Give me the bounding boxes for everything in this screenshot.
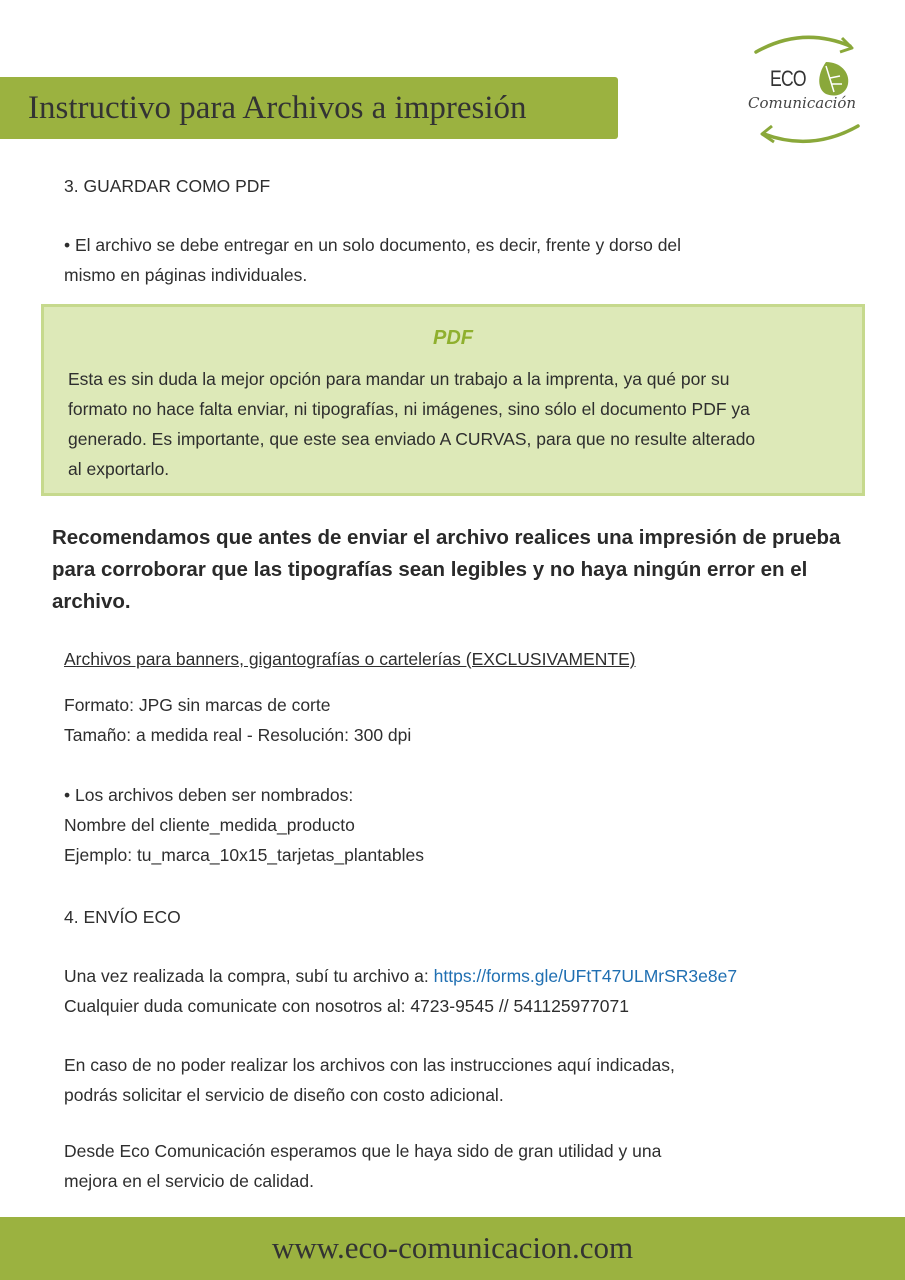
naming-bullet: • Los archivos deben ser nombrados: [64, 785, 354, 805]
page-title: Instructivo para Archivos a impresión [28, 90, 527, 126]
naming-example: Ejemplo: tu_marca_10x15_tarjetas_plantables [64, 845, 424, 865]
recycle-arrows-icon [742, 30, 872, 152]
pdf-box-title: PDF [433, 327, 473, 349]
footer-website[interactable]: www.eco-comunicacion.com [271, 1230, 634, 1265]
pdf-box-body [68, 364, 755, 484]
closing-line-1: Desde Eco Comunicación esperamos que le haya sido de gran utilidad y una [64, 1141, 662, 1161]
pdf-info-box [41, 304, 865, 496]
section-3-bullet-line-2: mismo en páginas individuales. [64, 265, 308, 285]
logo-eco-text: ECO [770, 66, 806, 91]
design-service-line-1: En caso de no poder realizar los archivos con las instrucciones aquí indicadas, [64, 1055, 675, 1075]
recommendation-note [52, 522, 840, 618]
naming-pattern: Nombre del cliente_medida_producto [64, 815, 355, 835]
upload-text: Una vez realizada la compra, subí tu archivo a: [64, 966, 434, 986]
leaf-icon [819, 62, 848, 96]
contact-extra-number: // 541125977071 [494, 996, 629, 1016]
contact-text: Cualquier duda comunicate con nosotros al: 4723-9545 [64, 996, 495, 1016]
upload-line [64, 961, 737, 991]
pdf-box-line: formato no hace falta enviar, ni tipografías, ni imágenes, sino sólo el documento PDF ya [68, 399, 750, 419]
banners-size: Tamaño: a medida real - Resolución: 300 dpi [64, 725, 412, 745]
banners-format: Formato: JPG sin marcas de corte [64, 695, 331, 715]
recommendation-line: Recomendamos que antes de enviar el archivo realices una impresión de prueba [52, 526, 841, 549]
section-4-heading: 4. ENVÍO ECO [64, 907, 181, 927]
design-service-line-2: podrás solicitar el servicio de diseño con costo adicional. [64, 1085, 504, 1105]
logo-comunicacion-text: Comunicación [748, 94, 857, 112]
banners-heading: Archivos para banners, gigantografías o cartelerías (EXCLUSIVAMENTE) [64, 649, 636, 669]
eco-comunicacion-logo [742, 30, 872, 152]
pdf-box-line: al exportarlo. [68, 459, 170, 479]
section-3-heading: 3. GUARDAR COMO PDF [64, 176, 271, 196]
recommendation-line: para corroborar que las tipografías sean legibles y no haya ningún error en el [52, 558, 808, 581]
contact-line [64, 991, 629, 1021]
pdf-box-line: generado. Es importante, que este sea enviado A CURVAS, para que no resulte alterado [68, 429, 756, 449]
upload-form-link[interactable]: https://forms.gle/UFtT47ULMrSR3e8e7 [433, 966, 738, 986]
pdf-box-line: Esta es sin duda la mejor opción para mandar un trabajo a la imprenta, ya qué por su [68, 369, 730, 389]
section-3-bullet [64, 230, 681, 290]
section-3-bullet-line-1: • El archivo se debe entregar en un solo documento, es decir, frente y dorso del [64, 235, 682, 255]
closing-line-2: mejora en el servicio de calidad. [64, 1171, 314, 1191]
recommendation-line: archivo. [52, 590, 131, 613]
